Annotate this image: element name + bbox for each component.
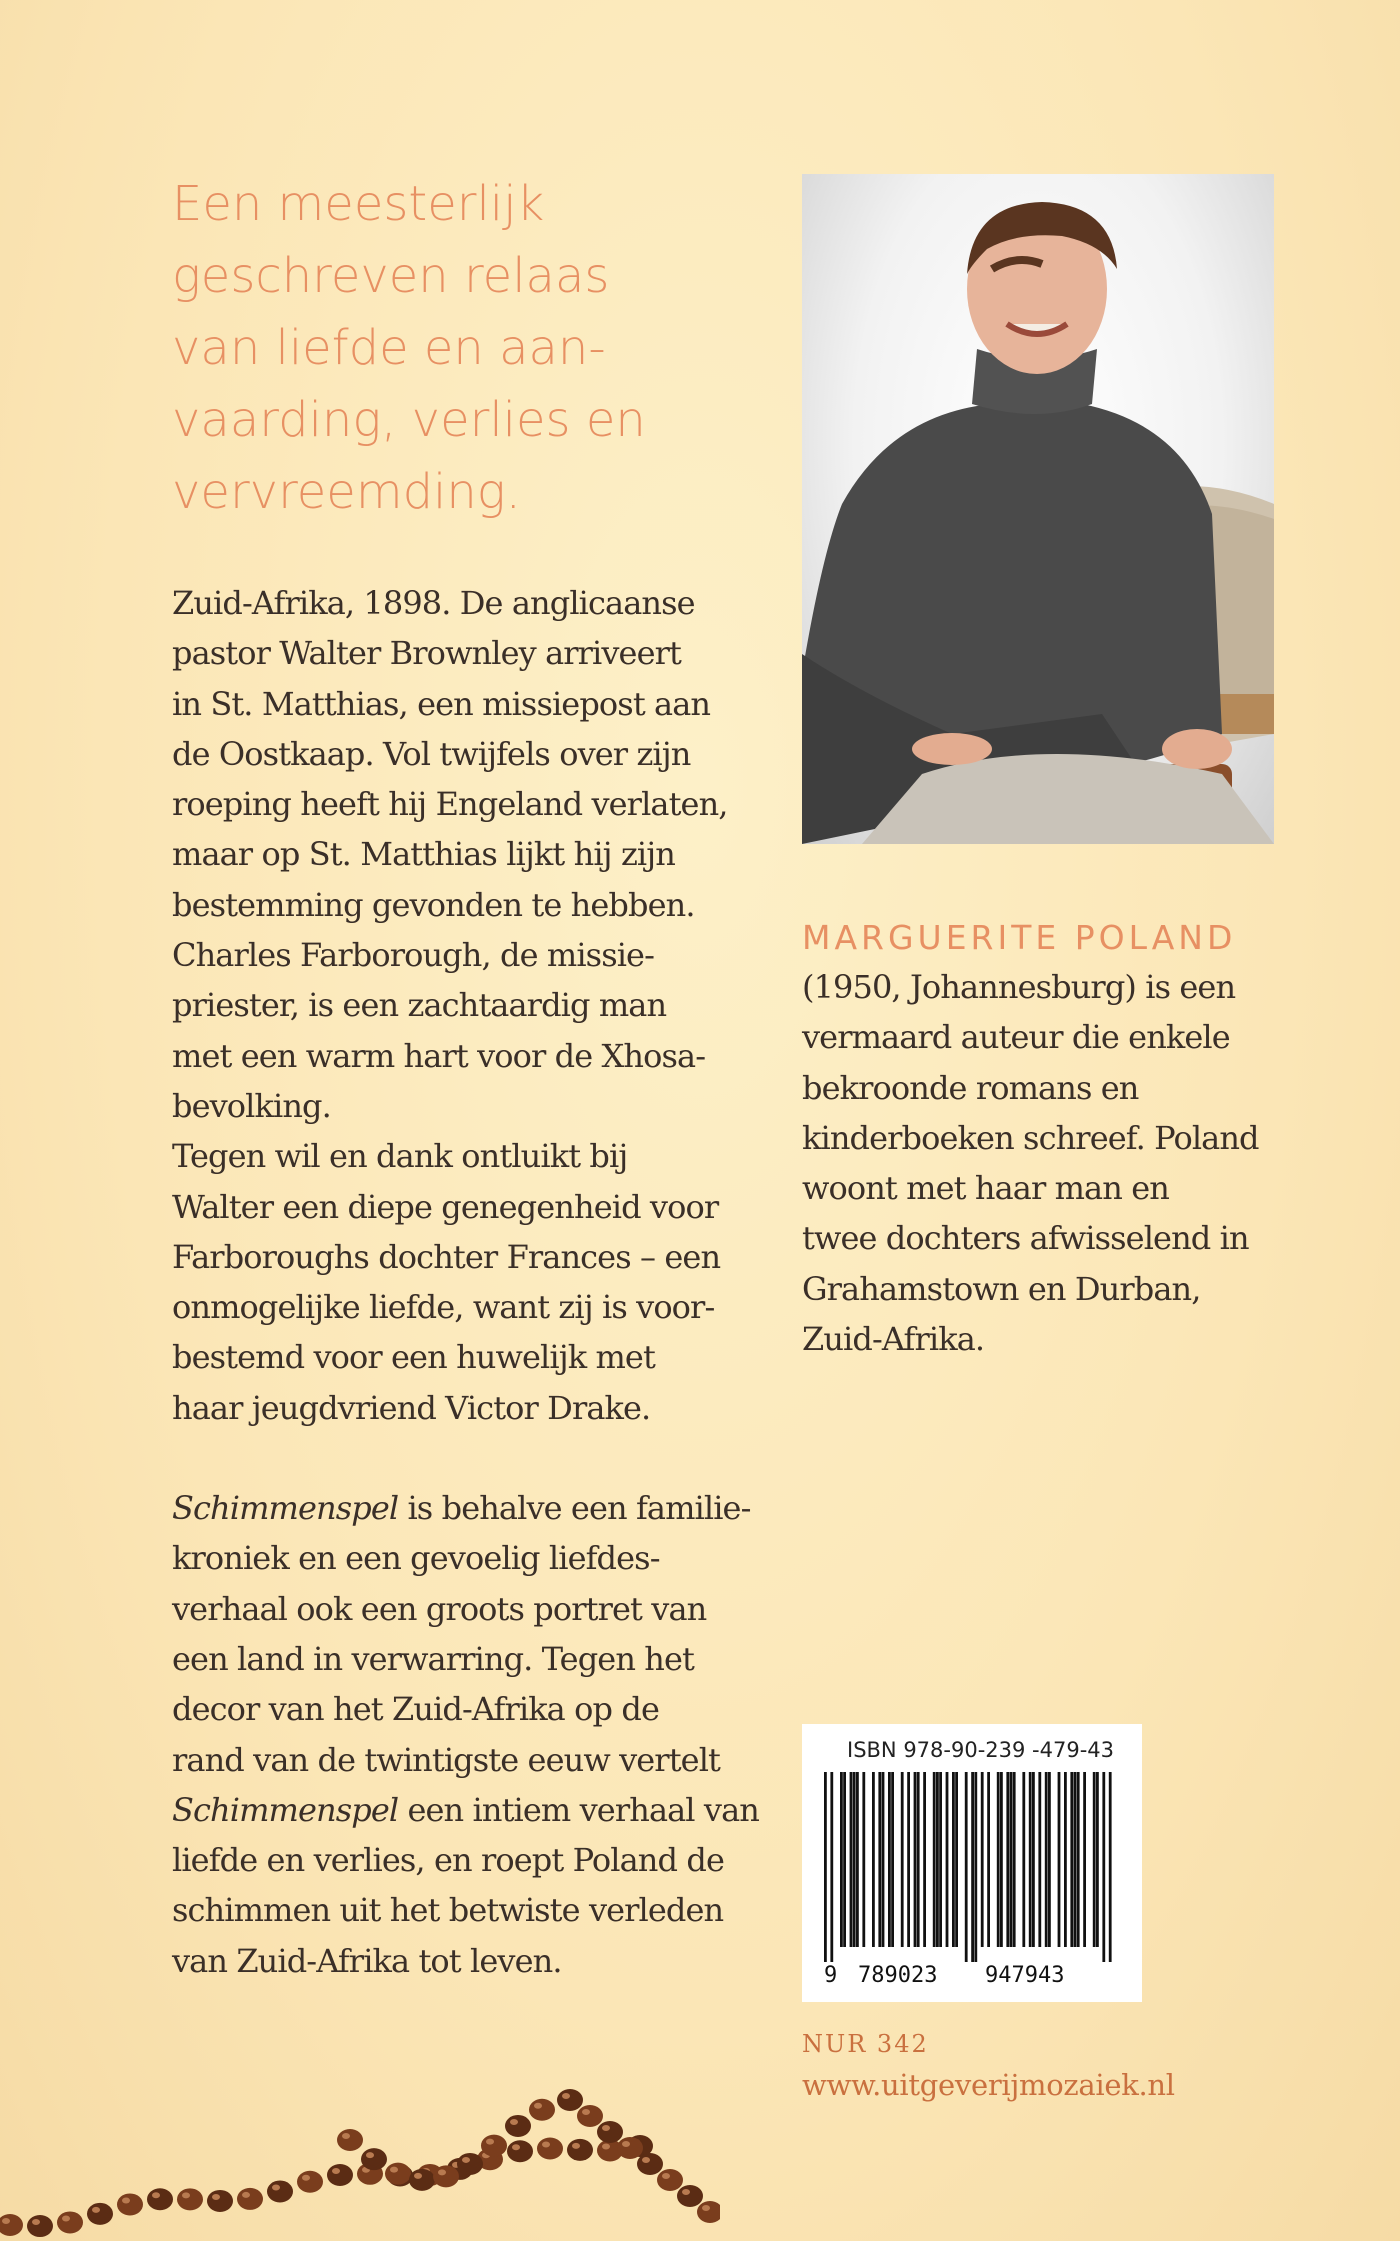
barcode-bar (1048, 1772, 1051, 1947)
author-bio-line: kinderboeken schreef. Poland (802, 1118, 1259, 1157)
blurb-line: verhaal ook een groots portret van (172, 1589, 707, 1628)
bead-highlight (2, 2218, 10, 2224)
barcode-bar (862, 1772, 865, 1947)
barcode-bar (856, 1772, 859, 1947)
bead-highlight (602, 2143, 610, 2149)
bead (637, 2153, 663, 2175)
author-bio (802, 962, 1282, 1364)
barcode-bar (1102, 1772, 1105, 1962)
blurb-line: Walter een diepe genegenheid voor (172, 1187, 719, 1226)
barcode-bar (853, 1772, 856, 1947)
barcode-bar (1038, 1772, 1041, 1947)
tagline-line: van liefde en aan- (172, 320, 606, 376)
barcode-bar (1070, 1772, 1073, 1947)
blurb-line: bestemming gevonden te hebben. (172, 885, 695, 924)
bead (337, 2129, 363, 2151)
barcode-bar (830, 1772, 833, 1962)
book-blurb (172, 578, 759, 1986)
author-bio-line: Grahamstown en Durban, (802, 1269, 1201, 1308)
barcode-bar (888, 1772, 891, 1947)
barcode-bar (955, 1772, 958, 1947)
barcode-bar (1006, 1772, 1009, 1947)
bead-highlight (662, 2173, 670, 2179)
tagline-line: vaarding, verlies en (172, 392, 646, 448)
barcode-bar (1093, 1772, 1096, 1947)
barcode-bar (981, 1772, 984, 1947)
bead-highlight (242, 2192, 250, 2198)
bead-highlight (152, 2192, 160, 2198)
blurb-line: kroniek en een gevoelig liefdes- (172, 1539, 660, 1578)
barcode-bar (917, 1772, 920, 1947)
bead-highlight (572, 2143, 580, 2149)
blurb-line: schimmen uit het betwiste verleden (172, 1891, 724, 1930)
bead (147, 2188, 173, 2210)
author-bio-line: Zuid-Afrika. (802, 1320, 985, 1359)
barcode-bar (939, 1772, 942, 1947)
barcode-bar (933, 1772, 936, 1947)
bead-highlight (462, 2157, 470, 2163)
blurb-line: bestemd voor een huwelijk met (172, 1338, 655, 1377)
tagline-line: geschreven relaas (172, 248, 610, 304)
barcode-bar (843, 1772, 846, 1947)
isbn-label: ISBN 978-90-239 -479-43 (847, 1738, 1114, 1762)
bead-highlight (622, 2141, 630, 2147)
bead (657, 2169, 683, 2191)
barcode-bar (914, 1772, 917, 1947)
bead-highlight (62, 2215, 70, 2221)
bead-highlight (182, 2192, 190, 2198)
barcode-bar (1000, 1772, 1003, 1947)
bead (297, 2171, 323, 2193)
bead (327, 2164, 353, 2186)
publisher-website[interactable]: www.uitgeverijmozaiek.nl (802, 2068, 1175, 2102)
bead (481, 2135, 507, 2157)
barcode-bar (1096, 1772, 1099, 1947)
bead-highlight (486, 2139, 494, 2145)
bead (207, 2190, 233, 2212)
bead (57, 2211, 83, 2233)
blurb-line: een land in verwarring. Tegen het (172, 1639, 695, 1678)
bead (409, 2169, 435, 2191)
blurb-line: decor van het Zuid-Afrika op de (172, 1690, 659, 1729)
barcode-digits: 9 (824, 1963, 838, 1988)
blurb-line: Zuid-Afrika, 1898. De anglicaanse (172, 584, 695, 622)
bead-highlight (562, 2093, 570, 2099)
barcode-bar (1058, 1772, 1061, 1947)
author-bio-line: twee dochters afwisselend in (802, 1219, 1249, 1258)
bead (237, 2188, 263, 2210)
barcode-bar (923, 1772, 926, 1947)
barcode-bar (965, 1772, 968, 1962)
barcode-bar (1064, 1772, 1067, 1947)
barcode-bar (1045, 1772, 1048, 1947)
bead (697, 2201, 720, 2223)
barcode-bar (850, 1772, 853, 1947)
bead-highlight (332, 2168, 340, 2174)
bead-highlight (342, 2133, 350, 2139)
blurb-paragraph-2 (172, 1131, 752, 1433)
bead (537, 2137, 563, 2159)
barcode-bar (1029, 1772, 1032, 1947)
tagline (172, 168, 732, 528)
blurb-line: maar op St. Matthias lijkt hij zijn (172, 835, 675, 874)
barcode-bar (840, 1772, 843, 1947)
blurb-line: Tegen wil en dank ontluikt bij (172, 1137, 628, 1176)
blurb-line: roeping heeft hij Engeland verlaten, (172, 785, 728, 824)
bead-highlight (366, 2152, 374, 2158)
bead-highlight (302, 2175, 310, 2181)
bead-highlight (122, 2197, 130, 2203)
bead-highlight (702, 2205, 710, 2211)
bead (27, 2215, 53, 2237)
book-title-italic: Schimmenspel (172, 1489, 399, 1528)
barcode-bar (882, 1772, 885, 1947)
book-title-italic: Schimmenspel (172, 1790, 399, 1829)
barcode-bars (820, 1772, 1120, 1992)
barcode-bar (936, 1772, 939, 1947)
barcode-bar (824, 1772, 827, 1962)
bead-highlight (92, 2207, 100, 2213)
author-bio-line: woont met haar man en (802, 1169, 1169, 1208)
blurb-line: bevolking. (172, 1086, 331, 1125)
barcode-bar (1074, 1772, 1077, 1947)
blurb-line: liefde en verlies, en roept Poland de (172, 1841, 724, 1880)
blurb-line: van Zuid-Afrika tot leven. (172, 1941, 562, 1980)
barcode-bar (971, 1772, 974, 1962)
blurb-line: haar jeugdvriend Victor Drake. (172, 1388, 651, 1427)
barcode-bar (987, 1772, 990, 1947)
blurb-line: priester, is een zachtaardig man (172, 986, 667, 1025)
author-bio-line: (1950, Johannesburg) is een (802, 968, 1236, 1006)
bead (507, 2140, 533, 2162)
bead (433, 2165, 459, 2187)
bead-highlight (510, 2119, 518, 2125)
barcode-bar (901, 1772, 904, 1947)
bead (557, 2089, 583, 2111)
barcode-bar (952, 1772, 955, 1947)
blurb-line: in St. Matthias, een missiepost aan (172, 684, 711, 723)
blurb-line: onmogelijke liefde, want zij is voor- (172, 1288, 715, 1327)
bead (617, 2137, 643, 2159)
barcode-bar (1032, 1772, 1035, 1947)
bead-highlight (414, 2173, 422, 2179)
bead (267, 2180, 293, 2202)
barcode-bar (891, 1772, 894, 1947)
blurb-paragraph-1 (172, 578, 752, 1131)
barcode-digits: 789023 (858, 1963, 938, 1988)
barcode-bar (1109, 1772, 1112, 1962)
bead-highlight (582, 2109, 590, 2115)
barcode-bar (997, 1772, 1000, 1947)
bead-highlight (390, 2167, 398, 2173)
bead (0, 2214, 23, 2236)
bead (457, 2153, 483, 2175)
bead-highlight (438, 2169, 446, 2175)
bead-highlight (32, 2219, 40, 2225)
rosary-beads-decoration (0, 2030, 720, 2241)
bead (567, 2139, 593, 2161)
author-name: MARGUERITE POLAND (802, 918, 1237, 957)
bead (505, 2115, 531, 2137)
bead (597, 2121, 623, 2143)
bead-highlight (542, 2141, 550, 2147)
barcode-bar (946, 1772, 949, 1947)
barcode-bar (878, 1772, 881, 1947)
blurb-line: met een warm hart voor de Xhosa- (172, 1036, 706, 1075)
nur-code: NUR 342 (802, 2030, 929, 2058)
bead (87, 2203, 113, 2225)
blurb-line: de Oostkaap. Vol twijfels over zijn (172, 734, 691, 773)
author-bio-line: vermaard auteur die enkele (802, 1018, 1230, 1057)
tagline-line: Een meesterlijk (172, 176, 545, 232)
barcode-bar (1077, 1772, 1080, 1947)
bead (361, 2148, 387, 2170)
barcode-bar (872, 1772, 875, 1947)
barcode-bar (907, 1772, 910, 1947)
bead (385, 2163, 411, 2185)
bead (677, 2185, 703, 2207)
bead-highlight (534, 2103, 542, 2109)
author-photo (802, 174, 1274, 844)
bead (177, 2188, 203, 2210)
bead (117, 2193, 143, 2215)
blurb-line: rand van de twintigste eeuw vertelt (172, 1740, 720, 1779)
blurb-paragraph-3: Schimmenspel is behalve een familie- kroniek en een gevoelig liefdes- verhaal ook een groots portret van een land in verwarring. Tegen het decor van het Zuid-Afrika op de rand van de twintigste eeuw vertelt Schimmenspel een intiem verhaal van liefde en verlies, en roept Poland de schimmen uit het betwiste verleden van Zuid-Afrika tot leven. (172, 1483, 752, 1986)
bead (529, 2099, 555, 2121)
bead (577, 2105, 603, 2127)
barcode-digits: 947943 (985, 1963, 1065, 1988)
blurb-line: Farboroughs dochter Frances – een (172, 1237, 721, 1276)
bead-highlight (212, 2194, 220, 2200)
barcode-bar (1022, 1772, 1025, 1947)
blurb-line: pastor Walter Brownley arriveert (172, 634, 681, 673)
blurb-line: Charles Farborough, de missie- (172, 936, 655, 975)
bead-highlight (642, 2157, 650, 2163)
barcode-bar (974, 1772, 977, 1962)
author-bio-line: bekroonde romans en (802, 1068, 1139, 1107)
barcode-bar (1010, 1772, 1013, 1947)
bead-highlight (272, 2184, 280, 2190)
bead-highlight (602, 2125, 610, 2131)
barcode (802, 1724, 1142, 2002)
tagline-line: vervreemding. (172, 464, 521, 520)
bead-highlight (512, 2144, 520, 2150)
barcode-bar (1013, 1772, 1016, 1947)
barcode-bar (1083, 1772, 1086, 1947)
bead-highlight (682, 2189, 690, 2195)
